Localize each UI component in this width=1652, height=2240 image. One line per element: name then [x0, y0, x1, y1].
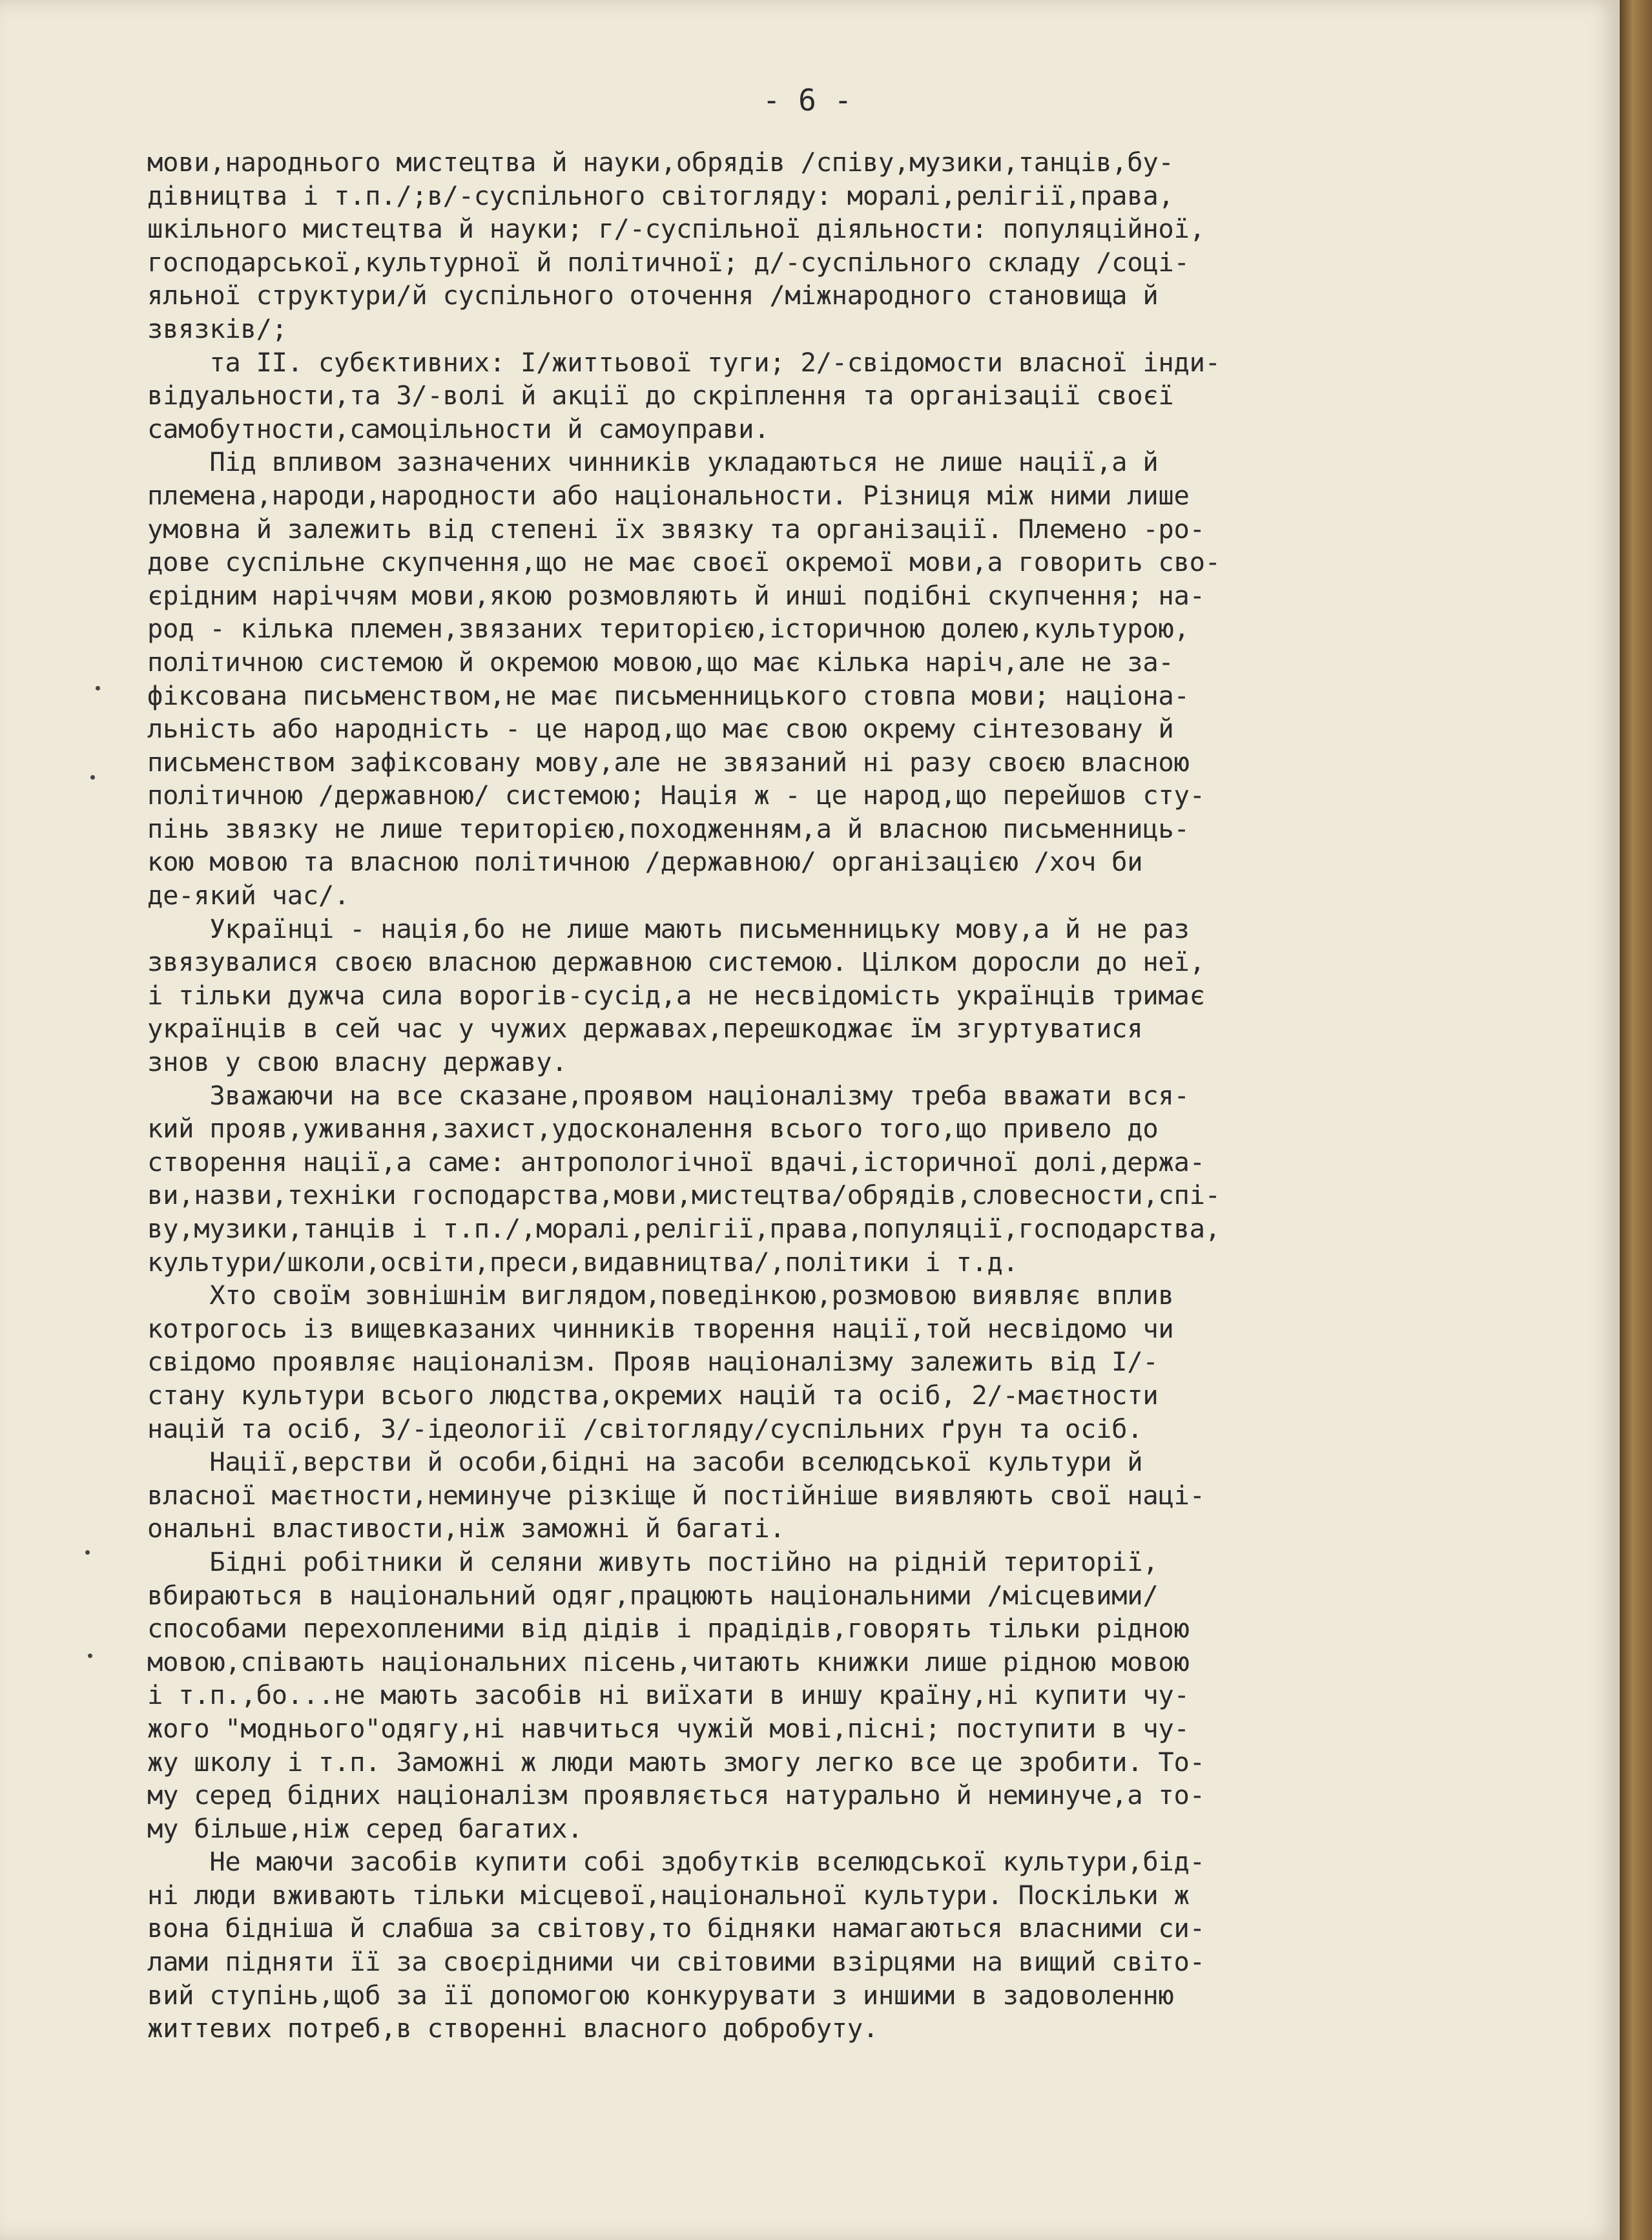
text-line: дове суспільне скупчення,що не має своєї окремої мови,а говорить сво- [147, 546, 1221, 578]
text-line: шкільного мистецтва й науки; г/-суспільної діяльности: популяційної, [147, 213, 1205, 245]
text-line: українців в сей час у чужих державах,перешкоджає їм згуртуватися [147, 1013, 1143, 1044]
text-line: му серед бідних націоналізм проявляється натурально й неминуче,а то- [147, 1779, 1205, 1811]
text-line: і тільки дужча сила ворогів-сусід,а не несвідомість українців тримає [147, 979, 1205, 1011]
text-line: знов у свою власну державу. [147, 1046, 568, 1078]
text-line: Нації,верстви й особи,бідні на засоби вселюдської культури й [147, 1446, 1143, 1478]
margin-mark [88, 1654, 92, 1658]
text-line: пінь звязку не лише територією,походженням,а й власною письменниць- [147, 813, 1190, 844]
text-line: політичною системою й окремою мовою,що має кілька наріч,але не за- [147, 646, 1174, 678]
text-line: племена,народи,народности або національности. Різниця між ними лише [147, 479, 1190, 511]
text-line: Бідні робітники й селяни живуть постійно на рідній території, [147, 1546, 1159, 1577]
text-line: Хто своїм зовнішнім виглядом,поведінкою,розмовою виявляє вплив [147, 1280, 1174, 1311]
text-line: господарської,культурної й політичної; д/-суспільного складу /соці- [147, 246, 1190, 278]
margin-mark [85, 1550, 90, 1555]
text-line: род - кілька племен,звязаних територією,історичною долею,культурою, [147, 613, 1190, 645]
text-line: стану культури всього людства,окремих націй та осіб, 2/-маєтности [147, 1379, 1159, 1411]
text-line: та II. субєктивних: I/життьової туги; 2/-свідомости власної інди- [147, 346, 1221, 378]
text-line: жого "модньогo"одягу,ні навчиться чужій мові,пісні; поступити в чу- [147, 1712, 1190, 1744]
text-line: культури/школи,освіти,преси,видавництва/,політики і т.д. [147, 1246, 1018, 1278]
text-line: ви,назви,техніки господарства,мови,мистецтва/обрядів,словесности,спі- [147, 1179, 1221, 1211]
body-text [147, 146, 1510, 2046]
text-line: і т.п.,бо...не мають засобів ні виїхати в иншу країну,ні купити чу- [147, 1679, 1190, 1711]
text-line: націй та осіб, 3/-ідеології /світогляду/суспільних ґрун та осіб. [147, 1413, 1143, 1444]
page-number: - 6 - [762, 83, 852, 118]
text-line: льність або народність - це народ,що має свою окрему сінтезовану й [147, 713, 1174, 745]
text-line: яльної структури/й суспільного оточення /міжнародного становища й [147, 280, 1159, 311]
text-line: ву,музики,танців і т.п./,моралі,релігії,права,популяції,господарства, [147, 1213, 1221, 1244]
text-line: Зважаючи на все сказане,проявом націоналізму треба вважати вся- [147, 1079, 1190, 1111]
text-line: життевих потреб,в створенні власного добробуту. [147, 2013, 878, 2044]
text-line: способами перехопленими від дідів і прадідів,говорять тільки рідною [147, 1613, 1190, 1644]
text-line: власної маєтности,неминуче різкіще й постійніше виявляють свої наці- [147, 1479, 1205, 1511]
text-line: Не маючи засобів купити собі здобутків вселюдської культури,бід- [147, 1846, 1205, 1878]
text-line: жу школу і т.п. Заможні ж люди мають змогу легко все це зробити. То- [147, 1746, 1205, 1778]
text-line: вий ступінь,щоб за її допомогою конкурувати з иншими в задоволенню [147, 1979, 1174, 2011]
text-line: котрогось із вищевказаних чинників творення нації,той несвідомо чи [147, 1312, 1174, 1344]
text-line: му більше,ніж серед багатих. [147, 1812, 583, 1844]
text-line: де-який час/. [147, 880, 350, 911]
text-line: мовою,співають національних пісень,читають книжки лише рідною мовою [147, 1646, 1190, 1677]
text-line: вона біднішa й слабша за світову,то бідняки намагаються власними си- [147, 1913, 1205, 1944]
text-line: єрідним наріччям мови,якою розмовляють й инші подібні скупчення; на- [147, 579, 1205, 611]
text-line: ні люди вживають тільки місцевої,національної культури. Поскільки ж [147, 1879, 1190, 1911]
text-line: умовна й залежить від степені їх звязку та організації. Племено -ро- [147, 513, 1205, 544]
text-line: мови,народнього мистецтва й науки,обрядів /співу,музики,танців,бу- [147, 147, 1174, 178]
text-line: дівництва і т.п./;в/-суспільного світогляду: моралі,релігії,права, [147, 180, 1174, 211]
text-line: вбираються в національний одяг,працюють національними /місцевими/ [147, 1579, 1159, 1611]
margin-mark [96, 686, 100, 690]
page-binding-edge [1620, 0, 1652, 2240]
text-line: фіксована письменством,не має письменницького стовпа мови; націона- [147, 679, 1190, 711]
text-line: Українці - нація,бо не лише мають письменницьку мову,а й не раз [147, 913, 1190, 944]
text-line: письменством зафіксовану мову,але не звязаний ні разу своєю власною [147, 746, 1190, 778]
text-line: ональні властивости,ніж заможні й багаті. [147, 1513, 785, 1544]
text-line: відуальности,та 3/-волі й акції до скріплення та організації своєї [147, 380, 1174, 411]
text-line: звязувалися своєю власною державною системою. Цілком доросли до неї, [147, 946, 1205, 978]
text-line: свідомо проявляє націоналізм. Прояв націоналізму залежить від I/- [147, 1346, 1159, 1378]
text-line: Під впливом зазначених чинників укладаються не лише нації,а й [147, 446, 1159, 478]
text-line: кий прояв,уживання,захист,удосконалення всього того,що привело до [147, 1113, 1159, 1145]
text-line: кою мовою та власною політичною /державною/ організацією /хоч би [147, 846, 1143, 878]
text-line: політичною /державною/ системою; Нація ж - це народ,що перейшов сту- [147, 780, 1205, 811]
margin-mark [90, 775, 95, 780]
text-line: самобутности,самоцільности й самоуправи. [147, 413, 770, 444]
text-line: створення нації,а саме: антропологічної вдачі,історичної долі,держа- [147, 1146, 1205, 1177]
text-line: звязків/; [147, 313, 287, 344]
text-line: лами підняти її за своєрідними чи світовими взірцями на вищий світо- [147, 1946, 1205, 1978]
